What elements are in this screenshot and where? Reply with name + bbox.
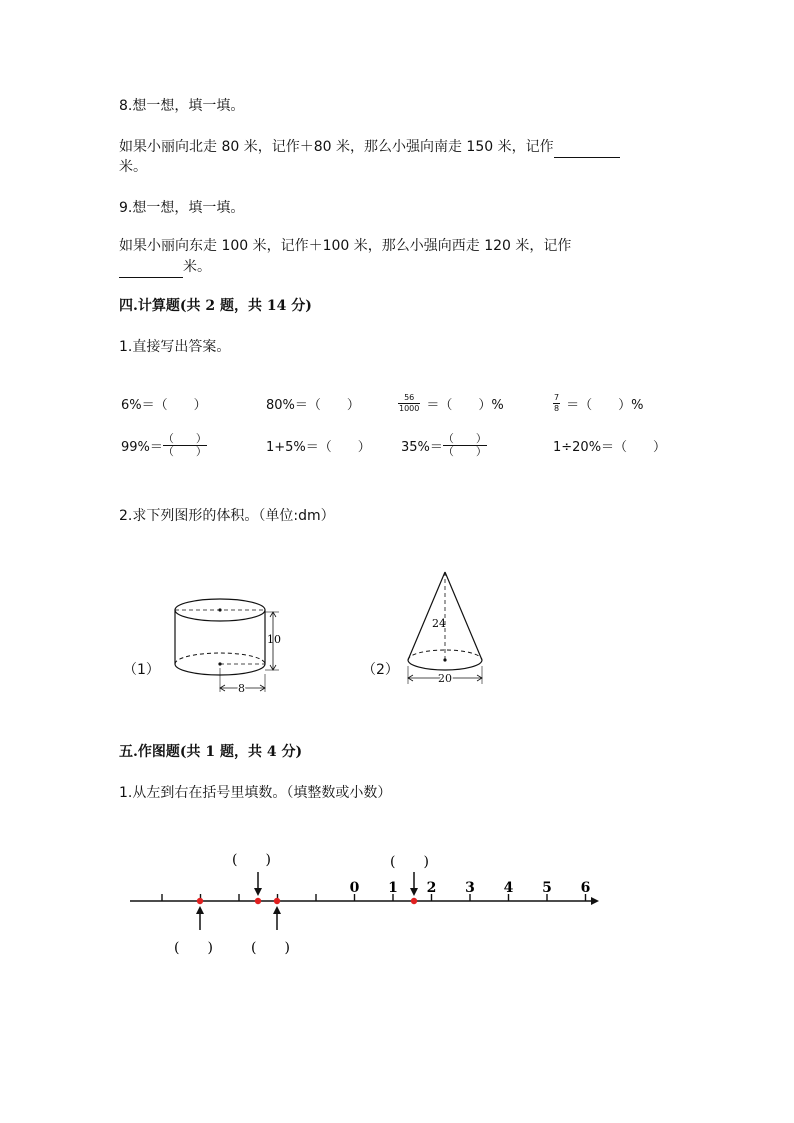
number-line-tick-label: 0: [349, 880, 360, 896]
calc-6-percent: 6%＝（ ）: [121, 397, 207, 413]
number-line-tick-label: 5: [542, 880, 552, 896]
number-line-tick-label: 6: [580, 880, 591, 896]
fraction-56-1000: $\frac{56}{1000}$: [399, 392, 420, 413]
section4-heading: 四.计算题(共 2 题，共 14 分): [119, 298, 312, 314]
arrow-down-b: [254, 872, 262, 896]
blank-bottom-a[interactable]: ( ): [174, 940, 213, 956]
cylinder-height-label: 10: [267, 633, 281, 646]
figure2-label: （2）: [362, 662, 399, 678]
number-line-tick-label: 4: [503, 880, 514, 896]
q8-title: 8.想一想，填一填。: [119, 98, 245, 114]
blank-top-d[interactable]: ( ): [390, 854, 429, 870]
point-d: [411, 898, 417, 904]
number-line: [120, 840, 610, 965]
fraction-blank-35: （ ） （ ）: [442, 431, 487, 458]
cone-diameter-label: 20: [438, 672, 452, 685]
blank-top-b[interactable]: ( ): [232, 852, 271, 868]
point-b: [255, 898, 261, 904]
q9-answer-blank[interactable]: [119, 257, 183, 278]
calc-1-div-20-percent: 1÷20%＝（ ）: [553, 439, 667, 455]
arrow-up-a: [196, 906, 204, 930]
q8-line1: [119, 137, 620, 158]
figure1-label: （1）: [123, 662, 160, 678]
q9-line1: 如果小丽向东走 100 米，记作＋100 米，那么小强向西走 120 米，记作: [119, 238, 572, 254]
cylinder-figure: [165, 588, 290, 698]
section5-q1-title: 1.从左到右在括号里填数。（填整数或小数）: [119, 785, 392, 801]
fraction-blank-99: （ ） （ ）: [162, 431, 207, 458]
number-line-tick-label: 2: [426, 880, 437, 896]
cylinder-radius-label: 8: [238, 682, 245, 695]
q8-suffix: 米。: [119, 159, 147, 175]
calc-fraction-7-8: $\frac{7}{8}$ ＝（ ）%: [554, 392, 644, 413]
number-line-tick-label: 3: [465, 880, 475, 896]
arrow-up-c: [273, 906, 281, 930]
calc-fraction-56: $\frac{56}{1000}$ ＝（ ）%: [399, 392, 504, 413]
calc-35-percent: 35%＝ （ ） （ ）: [401, 431, 487, 458]
q8-text: 如果小丽向北走 80 米，记作＋80 米，那么小强向南走 150 米，记作: [119, 139, 554, 155]
cone-height-label: 24: [432, 617, 446, 630]
point-a: [197, 898, 203, 904]
section5-heading: 五.作图题(共 1 题，共 4 分): [119, 744, 303, 760]
calc-99-percent: 99%＝ （ ） （ ）: [121, 431, 207, 458]
section4-q2-title: 2.求下列图形的体积。（单位:dm）: [119, 508, 335, 524]
arrow-down-d: [410, 872, 418, 896]
number-line-ticks: [162, 894, 586, 901]
number-line-labels: [350, 880, 591, 896]
fraction-7-8: $\frac{7}{8}$: [554, 392, 560, 413]
blank-bottom-c[interactable]: ( ): [251, 940, 290, 956]
section4-q1-title: 1.直接写出答案。: [119, 339, 231, 355]
q9-title: 9.想一想，填一填。: [119, 200, 245, 216]
q9-line2: [119, 257, 211, 278]
calc-1-plus-5-percent: 1+5%＝（ ）: [266, 439, 371, 455]
calc-80-percent: 80%＝（ ）: [266, 397, 360, 413]
q9-suffix: 米。: [183, 259, 211, 275]
q8-answer-blank[interactable]: [554, 137, 620, 158]
number-line-arrowhead: [591, 897, 599, 905]
point-c: [274, 898, 280, 904]
cone-figure: [402, 568, 492, 690]
number-line-tick-label: 1: [388, 880, 398, 896]
